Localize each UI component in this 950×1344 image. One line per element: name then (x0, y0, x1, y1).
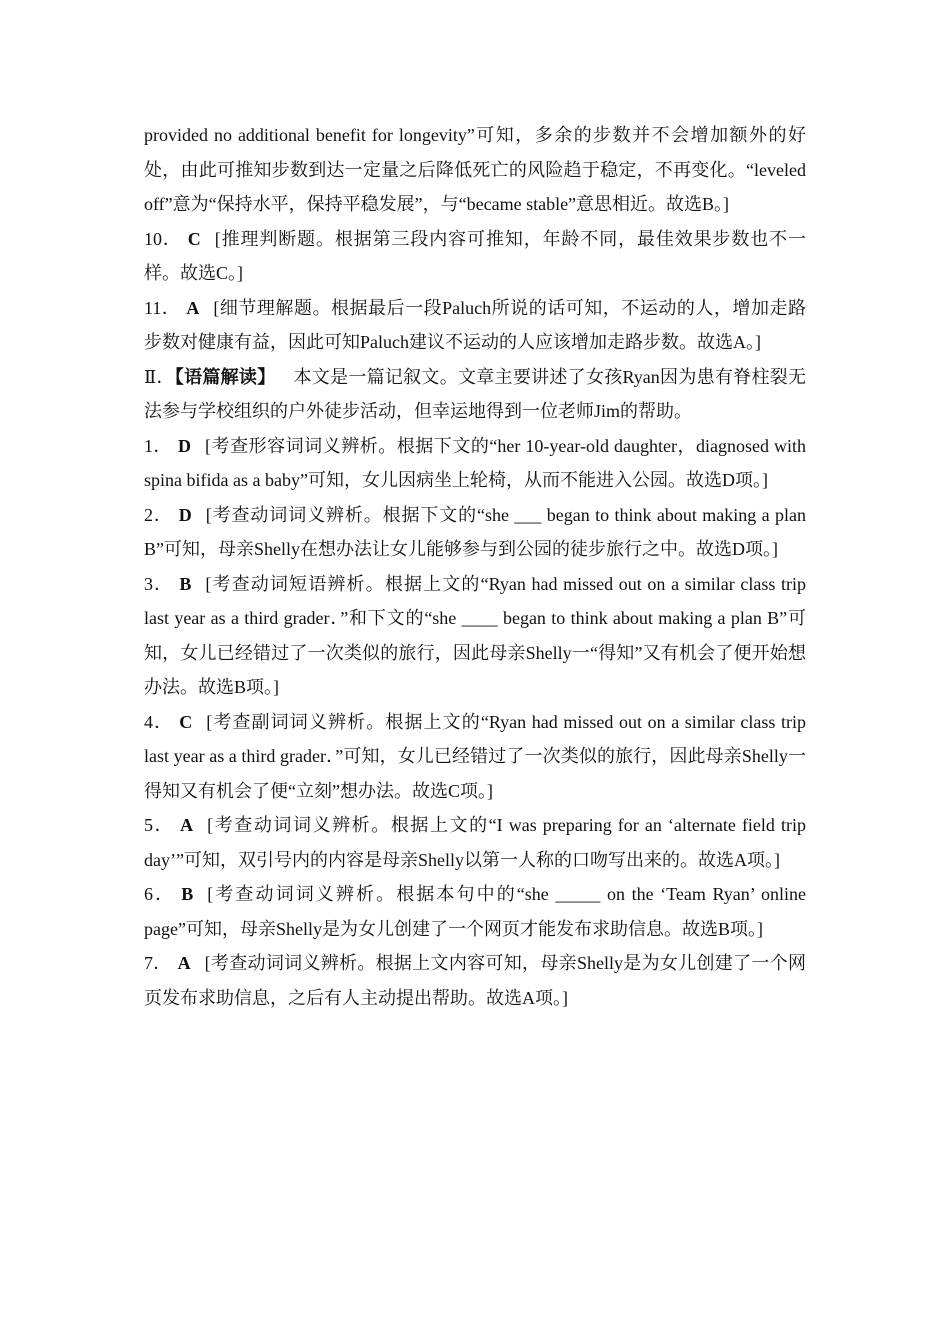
item-number: 6． (144, 884, 176, 904)
section-ii-reading-summary (144, 360, 806, 429)
answer-letter: B (179, 573, 192, 594)
answer-item-4 (144, 705, 806, 809)
item-number: 11． (144, 297, 181, 318)
explanation-text: [推理判断题。根据第三段内容可推知，年龄不同，最佳效果步数也不一样。故选C。] (144, 228, 806, 283)
answer-item-11 (144, 291, 806, 360)
item-number: 3． (144, 573, 174, 594)
answer-letter: A (186, 297, 200, 318)
answer-letter: D (178, 435, 192, 456)
explanation-text: [考查动词词义辨析。根据上文内容可知，母亲Shelly是为女儿创建了一个网页发布求助信息，之后有人主动提出帮助。故选A项。] (144, 953, 806, 1008)
item-number: 2． (144, 504, 173, 525)
item-number: 5． (144, 815, 175, 835)
item-number: 4． (144, 711, 174, 732)
answer-letter: A (180, 815, 194, 835)
answer-item-2 (144, 498, 806, 567)
section-header: 【语篇解读】 (174, 366, 276, 387)
explanation-text: [考查副词词义辨析。根据上文的“Ryan had missed out on a similar class trip last year as a third grader．”可知，女儿已经错过了一次类似的旅行，因此母亲Shelly一得知又有机会了便“立刻”想办法。故选C项。] (144, 711, 807, 801)
answer-explanation-page (144, 118, 806, 1015)
answer-letter: B (181, 884, 194, 904)
section-number: Ⅱ． (144, 366, 175, 387)
answer-letter: A (177, 953, 191, 973)
answer-letter: D (178, 504, 192, 525)
item-number: 10． (144, 228, 182, 249)
answer-item-6 (144, 877, 806, 946)
paragraph-continuation (144, 118, 806, 222)
answer-item-3 (144, 567, 806, 705)
paragraph-text: provided no additional benefit for longevity”可知，多余的步数并不会增加额外的好处，由此可推知步数到达一定量之后降低死亡的风险趋于稳定，不再变化。“leveled off”意为“保持水平，保持平稳发展”，与“became stable”意思相近。故选B。] (144, 125, 806, 214)
answer-item-7 (144, 946, 806, 1015)
answer-item-1 (144, 429, 806, 498)
answer-item-5 (144, 808, 806, 877)
item-number: 7． (144, 953, 172, 973)
answer-letter: C (187, 228, 201, 249)
answer-item-10 (144, 222, 806, 291)
explanation-text: [考查动词词义辨析。根据本句中的“she _____ on the ‘Team Ryan’ online page”可知，母亲Shelly是为女儿创建了一个网页才能发布求助信息。故选B项。] (144, 884, 806, 939)
explanation-text: [考查形容词词义辨析。根据下文的“her 10-year-old daughter，diagnosed with spina bifida as a baby”可知，女儿因病坐上轮椅，从而不能进入公园。故选D项。] (144, 435, 807, 490)
explanation-text: [考查动词词义辨析。根据上文的“I was preparing for an ‘alternate field trip day’”可知，双引号内的内容是母亲Shelly以第一人称的口吻写出来的。故选A项。] (144, 815, 806, 870)
summary-text: 本文是一篇记叙文。文章主要讲述了女孩Ryan因为患有脊柱裂无法参与学校组织的户外徒步活动，但幸运地得到一位老师Jim的帮助。 (144, 366, 807, 421)
answer-letter: C (179, 711, 193, 732)
explanation-text: [考查动词词义辨析。根据下文的“she ___ began to think about making a plan B”可知，母亲Shelly在想办法让女儿能够参与到公园的徒步旅行之中。故选D项。] (144, 504, 807, 559)
item-number: 1． (144, 435, 173, 456)
explanation-text: [考查动词短语辨析。根据上文的“Ryan had missed out on a similar class trip last year as a third grader．”和下文的“she ____ began to think about making a plan B”可知，女儿已经错过了一次类似的旅行，因此母亲Shelly一“得知”又有机会了便开始想办法。故选B项。] (144, 573, 807, 697)
explanation-text: [细节理解题。根据最后一段Paluch所说的话可知，不运动的人，增加走路步数对健康有益，因此可知Paluch建议不运动的人应该增加走路步数。故选A。] (144, 297, 806, 352)
